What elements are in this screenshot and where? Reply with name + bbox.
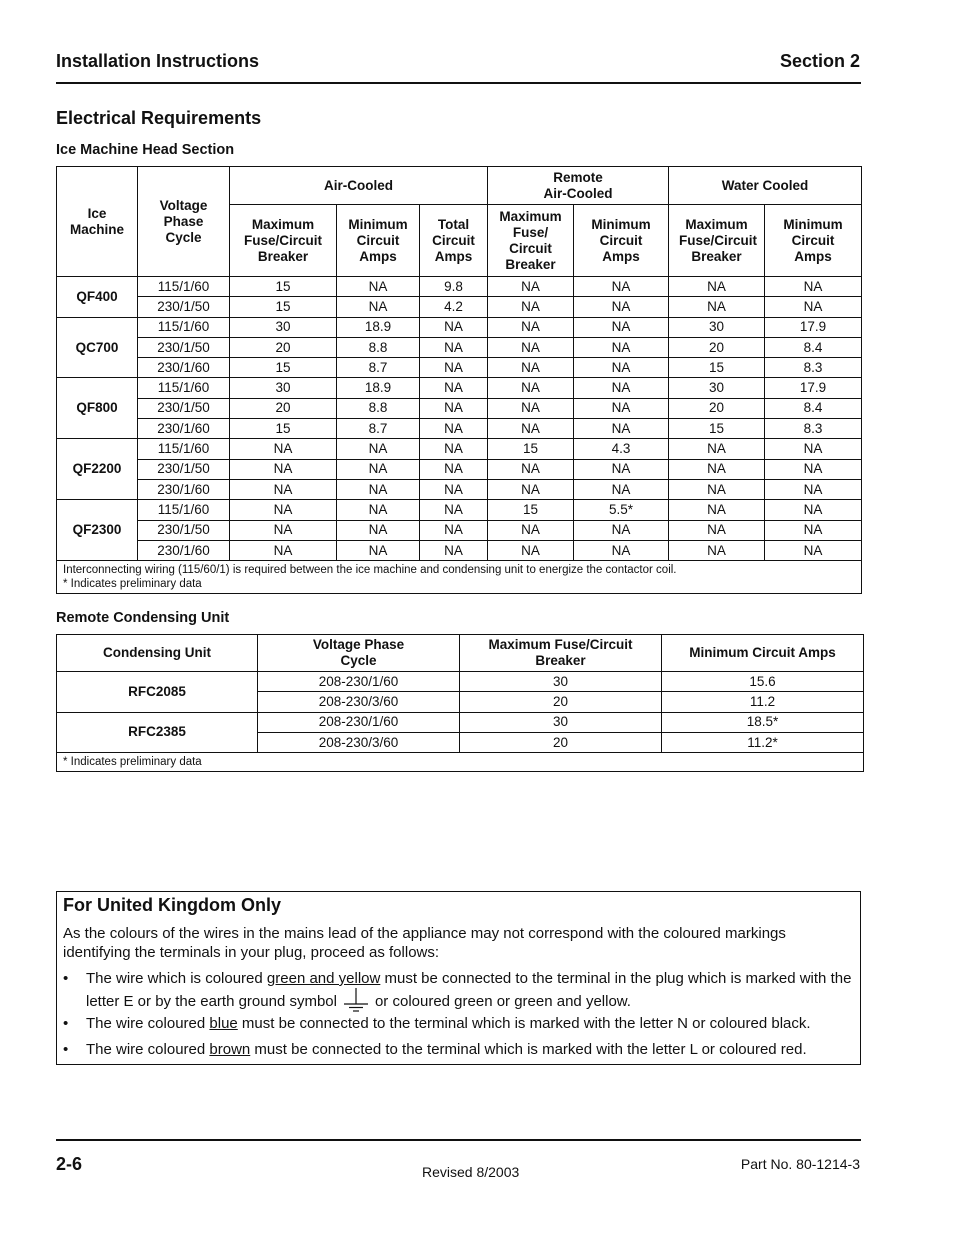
value-cell: 18.9 bbox=[337, 317, 420, 337]
value-cell: NA bbox=[669, 540, 765, 560]
value-cell: 15 bbox=[669, 358, 765, 378]
table-note-row bbox=[57, 561, 862, 594]
text: must be connected to the terminal which is marked with the letter N or coloured black. bbox=[237, 1015, 811, 1032]
value-cell: 9.8 bbox=[420, 277, 488, 297]
group-remote-line1: Remote bbox=[553, 169, 603, 185]
table-row bbox=[57, 712, 864, 732]
sub-water-min: Minimum Circuit Amps bbox=[765, 205, 862, 277]
value-cell: 15 bbox=[230, 419, 337, 439]
value-cell: NA bbox=[765, 277, 862, 297]
value-cell: NA bbox=[230, 479, 337, 499]
group-air-cooled: Air-Cooled bbox=[230, 167, 488, 205]
value-cell: NA bbox=[337, 459, 420, 479]
value-cell: NA bbox=[765, 520, 862, 540]
value-cell: NA bbox=[337, 500, 420, 520]
voltage-cell: 115/1/60 bbox=[138, 277, 230, 297]
value-cell: NA bbox=[337, 479, 420, 499]
value-cell: 17.9 bbox=[765, 317, 862, 337]
value-cell: 30 bbox=[669, 317, 765, 337]
value-cell: NA bbox=[230, 439, 337, 459]
value-cell: NA bbox=[230, 459, 337, 479]
uk-bullet-3-text bbox=[86, 1041, 856, 1059]
value-cell: NA bbox=[488, 540, 574, 560]
value-cell: 15 bbox=[230, 277, 337, 297]
part-number: Part No. 80-1214-3 bbox=[740, 1156, 860, 1172]
uk-bullet-2-text bbox=[86, 1015, 856, 1033]
value-cell: 20 bbox=[669, 398, 765, 418]
value-cell: NA bbox=[230, 540, 337, 560]
value-cell: NA bbox=[574, 297, 669, 317]
value-cell: NA bbox=[420, 317, 488, 337]
value-cell: NA bbox=[765, 459, 862, 479]
value-cell: 30 bbox=[669, 378, 765, 398]
text: or coloured green or green and yellow. bbox=[374, 993, 631, 1010]
text: The wire coloured bbox=[86, 1041, 210, 1058]
value-cell: NA bbox=[669, 439, 765, 459]
voltage-cell: 115/1/60 bbox=[138, 439, 230, 459]
value-cell: NA bbox=[765, 540, 862, 560]
value-cell: 8.4 bbox=[765, 337, 862, 357]
value-cell: 8.8 bbox=[337, 337, 420, 357]
value-cell: 11.2* bbox=[662, 732, 864, 752]
value-cell: 30 bbox=[230, 378, 337, 398]
value-cell: NA bbox=[488, 398, 574, 418]
value-cell: NA bbox=[420, 358, 488, 378]
value-cell: NA bbox=[230, 520, 337, 540]
uk-intro: As the colours of the wires in the mains lead of the appliance may not correspond with the coloured markings identifying the terminals in your plug, proceed as follows: bbox=[63, 925, 786, 961]
ice-table-subtitle: Ice Machine Head Section bbox=[56, 142, 235, 158]
table-row bbox=[57, 337, 862, 357]
col-ice-machine: Ice Machine bbox=[57, 167, 138, 277]
value-cell: 11.2 bbox=[662, 692, 864, 712]
table-row bbox=[57, 378, 862, 398]
value-cell: NA bbox=[488, 479, 574, 499]
value-cell: NA bbox=[420, 479, 488, 499]
value-cell: NA bbox=[488, 520, 574, 540]
value-cell: NA bbox=[337, 277, 420, 297]
value-cell: 8.3 bbox=[765, 358, 862, 378]
voltage-cell: 230/1/60 bbox=[138, 358, 230, 378]
text: The wire coloured bbox=[86, 1015, 210, 1032]
section-title: Electrical Requirements bbox=[56, 108, 262, 128]
value-cell: 20 bbox=[669, 337, 765, 357]
value-cell: NA bbox=[420, 378, 488, 398]
value-cell: 20 bbox=[230, 337, 337, 357]
value-cell: NA bbox=[488, 459, 574, 479]
value-cell: NA bbox=[574, 317, 669, 337]
earth-ground-icon bbox=[343, 988, 369, 1012]
value-cell: NA bbox=[488, 277, 574, 297]
value-cell: NA bbox=[669, 520, 765, 540]
value-cell: 15 bbox=[669, 419, 765, 439]
value-cell: NA bbox=[669, 297, 765, 317]
model-name: QF2300 bbox=[57, 500, 138, 561]
value-cell: NA bbox=[669, 479, 765, 499]
value-cell: 15.6 bbox=[662, 672, 864, 692]
table-row bbox=[57, 439, 862, 459]
voltage-cell: 230/1/60 bbox=[138, 479, 230, 499]
value-cell: NA bbox=[488, 297, 574, 317]
value-cell: 5.5* bbox=[574, 500, 669, 520]
bullet: • bbox=[63, 970, 69, 987]
value-cell: NA bbox=[488, 419, 574, 439]
header-section: Section 2 bbox=[779, 51, 860, 71]
voltage-cell: 115/1/60 bbox=[138, 378, 230, 398]
footer-rule bbox=[56, 1139, 861, 1141]
col-cu-max: Maximum Fuse/Circuit Breaker bbox=[460, 635, 662, 672]
model-name: QF2200 bbox=[57, 439, 138, 500]
value-cell: 8.8 bbox=[337, 398, 420, 418]
value-cell: NA bbox=[765, 297, 862, 317]
value-cell: NA bbox=[574, 337, 669, 357]
table-row bbox=[57, 358, 862, 378]
table-row bbox=[57, 479, 862, 499]
value-cell: 30 bbox=[460, 672, 662, 692]
table-row bbox=[57, 277, 862, 297]
value-cell: 4.2 bbox=[420, 297, 488, 317]
voltage-cell: 115/1/60 bbox=[138, 317, 230, 337]
value-cell: 8.7 bbox=[337, 419, 420, 439]
text: must be connected to the terminal which is marked with the letter L or coloured red. bbox=[250, 1041, 807, 1058]
voltage-cell: 230/1/50 bbox=[138, 337, 230, 357]
table-row bbox=[57, 520, 862, 540]
value-cell: 20 bbox=[230, 398, 337, 418]
model-name: QC700 bbox=[57, 317, 138, 378]
revised-date: Revised 8/2003 bbox=[422, 1164, 520, 1180]
value-cell: 30 bbox=[460, 712, 662, 732]
voltage-cell: 208-230/3/60 bbox=[258, 732, 460, 752]
voltage-cell: 230/1/60 bbox=[138, 419, 230, 439]
table-row bbox=[57, 419, 862, 439]
uk-notice-box bbox=[56, 891, 861, 1065]
value-cell: NA bbox=[337, 520, 420, 540]
table-row bbox=[57, 398, 862, 418]
ice-machine-table bbox=[56, 166, 862, 594]
voltage-cell: 230/1/50 bbox=[138, 459, 230, 479]
condensing-table-subtitle: Remote Condensing Unit bbox=[56, 610, 230, 626]
value-cell: NA bbox=[488, 317, 574, 337]
value-cell: NA bbox=[488, 378, 574, 398]
group-water-cooled: Water Cooled bbox=[669, 167, 862, 205]
value-cell: NA bbox=[420, 540, 488, 560]
condensing-unit-table bbox=[56, 634, 864, 772]
table-row bbox=[57, 500, 862, 520]
value-cell: NA bbox=[574, 520, 669, 540]
value-cell: 30 bbox=[230, 317, 337, 337]
value-cell: NA bbox=[488, 358, 574, 378]
value-cell: NA bbox=[669, 277, 765, 297]
value-cell: 8.3 bbox=[765, 419, 862, 439]
value-cell: NA bbox=[574, 540, 669, 560]
value-cell: NA bbox=[765, 439, 862, 459]
value-cell: NA bbox=[765, 500, 862, 520]
value-cell: 18.5* bbox=[662, 712, 864, 732]
table-note: * Indicates preliminary data bbox=[57, 753, 864, 772]
sub-remote-max: Maximum Fuse/ Circuit Breaker bbox=[488, 205, 574, 277]
value-cell: NA bbox=[420, 520, 488, 540]
value-cell: NA bbox=[337, 297, 420, 317]
bullet: • bbox=[63, 1015, 69, 1032]
underlined-text: blue bbox=[209, 1015, 238, 1032]
note-line-1: Interconnecting wiring (115/60/1) is required between the ice machine and condensing unit to energize the contactor coil. bbox=[63, 564, 677, 577]
value-cell: NA bbox=[574, 459, 669, 479]
uk-bullet-1-text bbox=[86, 970, 856, 1012]
sub-air-total: Total Circuit Amps bbox=[420, 205, 488, 277]
value-cell: NA bbox=[574, 277, 669, 297]
text: must be connected to the terminal in the plug which is marked with the letter E or by the earth ground symbol bbox=[86, 970, 852, 1010]
group-remote-line2: Air-Cooled bbox=[543, 185, 613, 201]
value-cell: NA bbox=[230, 500, 337, 520]
value-cell: NA bbox=[337, 439, 420, 459]
value-cell: 8.4 bbox=[765, 398, 862, 418]
text: The wire which is coloured bbox=[86, 970, 267, 987]
value-cell: NA bbox=[669, 459, 765, 479]
voltage-cell: 115/1/60 bbox=[138, 500, 230, 520]
unit-name: RFC2085 bbox=[57, 672, 258, 713]
voltage-cell: 230/1/50 bbox=[138, 297, 230, 317]
value-cell: NA bbox=[488, 337, 574, 357]
uk-title: For United Kingdom Only bbox=[63, 895, 281, 915]
table-row bbox=[57, 297, 862, 317]
value-cell: NA bbox=[420, 459, 488, 479]
bullet: • bbox=[63, 1041, 69, 1058]
note-line-2: * Indicates preliminary data bbox=[63, 578, 202, 591]
voltage-cell: 230/1/50 bbox=[138, 520, 230, 540]
voltage-cell: 230/1/50 bbox=[138, 398, 230, 418]
value-cell: 20 bbox=[460, 692, 662, 712]
header-rule bbox=[56, 82, 861, 84]
underlined-text: green and yellow bbox=[266, 970, 381, 987]
value-cell: 17.9 bbox=[765, 378, 862, 398]
table-row bbox=[57, 317, 862, 337]
value-cell: NA bbox=[420, 439, 488, 459]
col-cu-min: Minimum Circuit Amps bbox=[662, 635, 864, 672]
sub-air-min: Minimum Circuit Amps bbox=[337, 205, 420, 277]
value-cell: NA bbox=[669, 500, 765, 520]
table-row bbox=[57, 459, 862, 479]
value-cell: 15 bbox=[488, 500, 574, 520]
sub-air-max: Maximum Fuse/Circuit Breaker bbox=[230, 205, 337, 277]
value-cell: NA bbox=[337, 540, 420, 560]
table-note bbox=[57, 561, 862, 594]
value-cell: 18.9 bbox=[337, 378, 420, 398]
voltage-cell: 208-230/1/60 bbox=[258, 672, 460, 692]
table-row bbox=[57, 540, 862, 560]
value-cell: NA bbox=[574, 358, 669, 378]
table-note-row bbox=[57, 753, 864, 772]
value-cell: 15 bbox=[230, 297, 337, 317]
unit-name: RFC2385 bbox=[57, 712, 258, 753]
value-cell: NA bbox=[574, 378, 669, 398]
voltage-cell: 208-230/3/60 bbox=[258, 692, 460, 712]
sub-water-max: Maximum Fuse/Circuit Breaker bbox=[669, 205, 765, 277]
sub-remote-min: Minimum Circuit Amps bbox=[574, 205, 669, 277]
value-cell: NA bbox=[574, 419, 669, 439]
value-cell: 15 bbox=[230, 358, 337, 378]
value-cell: NA bbox=[420, 337, 488, 357]
col-condensing-unit: Condensing Unit bbox=[57, 635, 258, 672]
col-voltage: Voltage Phase Cycle bbox=[138, 167, 230, 277]
underlined-text: brown bbox=[209, 1041, 251, 1058]
value-cell: 15 bbox=[488, 439, 574, 459]
table-row bbox=[57, 672, 864, 692]
model-name: QF800 bbox=[57, 378, 138, 439]
value-cell: 20 bbox=[460, 732, 662, 752]
page-number: 2-6 bbox=[56, 1154, 83, 1174]
value-cell: NA bbox=[420, 500, 488, 520]
value-cell: NA bbox=[420, 398, 488, 418]
value-cell: NA bbox=[765, 479, 862, 499]
group-remote bbox=[488, 167, 669, 205]
value-cell: NA bbox=[574, 479, 669, 499]
header-title: Installation Instructions bbox=[56, 51, 260, 71]
value-cell: NA bbox=[574, 398, 669, 418]
col-cu-voltage: Voltage Phase Cycle bbox=[258, 635, 460, 672]
value-cell: 4.3 bbox=[574, 439, 669, 459]
voltage-cell: 208-230/1/60 bbox=[258, 712, 460, 732]
voltage-cell: 230/1/60 bbox=[138, 540, 230, 560]
value-cell: 8.7 bbox=[337, 358, 420, 378]
value-cell: NA bbox=[420, 419, 488, 439]
model-name: QF400 bbox=[57, 277, 138, 318]
